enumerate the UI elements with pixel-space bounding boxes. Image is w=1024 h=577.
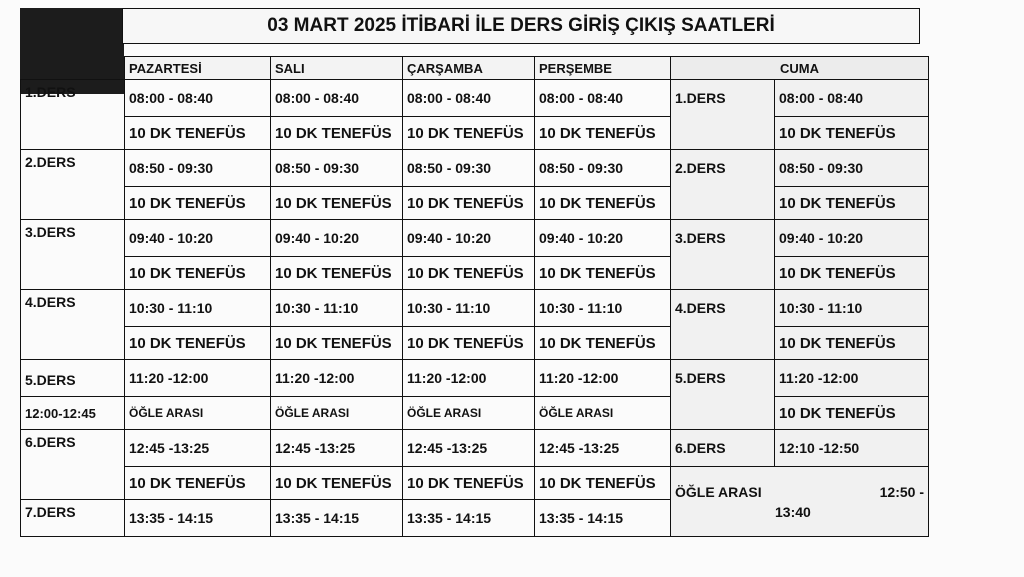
table-row (21, 117, 929, 150)
friday-lesson-label: 6.DERS (671, 430, 775, 467)
header-row (21, 57, 929, 80)
time-cell: 09:40 - 10:20 (403, 220, 535, 257)
schedule-table (20, 56, 929, 537)
friday-break-cell: 10 DK TENEFÜS (775, 397, 929, 430)
lesson-label: 6.DERS (21, 430, 125, 500)
friday-time-cell: 08:00 - 08:40 (775, 80, 929, 117)
break-cell: 10 DK TENEFÜS (403, 327, 535, 360)
break-cell: 10 DK TENEFÜS (403, 187, 535, 220)
time-cell: 11:20 -12:00 (125, 360, 271, 397)
break-cell: 10 DK TENEFÜS (271, 327, 403, 360)
table-row (21, 257, 929, 290)
friday-lunch-start: 12:50 - (879, 483, 924, 500)
table-row (21, 187, 929, 220)
table-row (21, 430, 929, 467)
table-row (21, 467, 929, 500)
time-cell: 08:50 - 09:30 (535, 150, 671, 187)
friday-lesson-label: 4.DERS (671, 290, 775, 360)
time-cell: 08:50 - 09:30 (125, 150, 271, 187)
lesson-label: 2.DERS (21, 150, 125, 220)
break-cell: 10 DK TENEFÜS (125, 327, 271, 360)
time-cell: 10:30 - 11:10 (535, 290, 671, 327)
header-corner (21, 57, 125, 80)
page-title: 03 MART 2025 İTİBARİ İLE DERS GİRİŞ ÇIKIŞ SAATLERİ (122, 8, 920, 44)
time-cell: 12:45 -13:25 (125, 430, 271, 467)
friday-time-cell: 08:50 - 09:30 (775, 150, 929, 187)
break-cell: 10 DK TENEFÜS (535, 257, 671, 290)
friday-time-cell: 10:30 - 11:10 (775, 290, 929, 327)
table-row (21, 80, 929, 117)
lunch-cell: ÖĞLE ARASI (535, 397, 671, 430)
time-cell: 09:40 - 10:20 (535, 220, 671, 257)
time-cell: 13:35 - 14:15 (271, 500, 403, 537)
friday-lunch-cell (671, 467, 929, 537)
break-cell: 10 DK TENEFÜS (403, 117, 535, 150)
friday-lesson-label: 5.DERS (671, 360, 775, 430)
break-cell: 10 DK TENEFÜS (535, 187, 671, 220)
break-cell: 10 DK TENEFÜS (271, 257, 403, 290)
time-cell: 08:50 - 09:30 (271, 150, 403, 187)
time-cell: 09:40 - 10:20 (271, 220, 403, 257)
friday-break-cell: 10 DK TENEFÜS (775, 327, 929, 360)
lesson-label: 4.DERS (21, 290, 125, 360)
friday-lesson-label: 3.DERS (671, 220, 775, 290)
lesson-label: 3.DERS (21, 220, 125, 290)
time-cell: 13:35 - 14:15 (403, 500, 535, 537)
time-cell: 08:00 - 08:40 (125, 80, 271, 117)
day-thursday: PERŞEMBE (535, 57, 671, 80)
time-cell: 12:45 -13:25 (535, 430, 671, 467)
time-cell: 11:20 -12:00 (271, 360, 403, 397)
table-row (21, 327, 929, 360)
day-monday: PAZARTESİ (125, 57, 271, 80)
table-row (21, 360, 929, 397)
time-cell: 08:00 - 08:40 (535, 80, 671, 117)
friday-time-cell: 11:20 -12:00 (775, 360, 929, 397)
friday-break-cell: 10 DK TENEFÜS (775, 117, 929, 150)
time-cell: 13:35 - 14:15 (125, 500, 271, 537)
lunch-cell: ÖĞLE ARASI (271, 397, 403, 430)
break-cell: 10 DK TENEFÜS (271, 187, 403, 220)
friday-lesson-label: 2.DERS (671, 150, 775, 220)
day-wednesday: ÇARŞAMBA (403, 57, 535, 80)
friday-lesson-label: 1.DERS (671, 80, 775, 150)
friday-time-cell: 12:10 -12:50 (775, 430, 929, 467)
table-row (21, 150, 929, 187)
time-cell: 13:35 - 14:15 (535, 500, 671, 537)
friday-lunch-end: 13:40 (775, 503, 811, 520)
table-row (21, 290, 929, 327)
friday-break-cell: 10 DK TENEFÜS (775, 187, 929, 220)
lesson-label: 5.DERS (21, 360, 125, 397)
break-cell: 10 DK TENEFÜS (403, 257, 535, 290)
time-cell: 10:30 - 11:10 (403, 290, 535, 327)
break-cell: 10 DK TENEFÜS (125, 257, 271, 290)
break-cell: 10 DK TENEFÜS (125, 117, 271, 150)
break-cell: 10 DK TENEFÜS (271, 117, 403, 150)
break-cell: 10 DK TENEFÜS (403, 467, 535, 500)
time-cell: 11:20 -12:00 (535, 360, 671, 397)
time-cell: 09:40 - 10:20 (125, 220, 271, 257)
break-cell: 10 DK TENEFÜS (125, 467, 271, 500)
time-cell: 12:45 -13:25 (271, 430, 403, 467)
lunch-time-label: 12:00-12:45 (21, 397, 125, 430)
day-friday: CUMA (671, 57, 929, 80)
time-cell: 08:00 - 08:40 (403, 80, 535, 117)
friday-lunch-label: ÖĞLE ARASI (675, 483, 762, 500)
stamp-text (28, 14, 32, 26)
time-cell: 10:30 - 11:10 (271, 290, 403, 327)
time-cell: 10:30 - 11:10 (125, 290, 271, 327)
table-row (21, 220, 929, 257)
lunch-row (21, 397, 929, 430)
break-cell: 10 DK TENEFÜS (535, 117, 671, 150)
time-cell: 12:45 -13:25 (403, 430, 535, 467)
time-cell: 11:20 -12:00 (403, 360, 535, 397)
time-cell: 08:00 - 08:40 (271, 80, 403, 117)
lesson-label: 1.DERS (21, 80, 125, 150)
day-tuesday: SALI (271, 57, 403, 80)
friday-break-cell: 10 DK TENEFÜS (775, 257, 929, 290)
friday-time-cell: 09:40 - 10:20 (775, 220, 929, 257)
lunch-cell: ÖĞLE ARASI (125, 397, 271, 430)
lesson-label: 7.DERS (21, 500, 125, 537)
break-cell: 10 DK TENEFÜS (271, 467, 403, 500)
break-cell: 10 DK TENEFÜS (535, 327, 671, 360)
break-cell: 10 DK TENEFÜS (535, 467, 671, 500)
lunch-cell: ÖĞLE ARASI (403, 397, 535, 430)
time-cell: 08:50 - 09:30 (403, 150, 535, 187)
break-cell: 10 DK TENEFÜS (125, 187, 271, 220)
